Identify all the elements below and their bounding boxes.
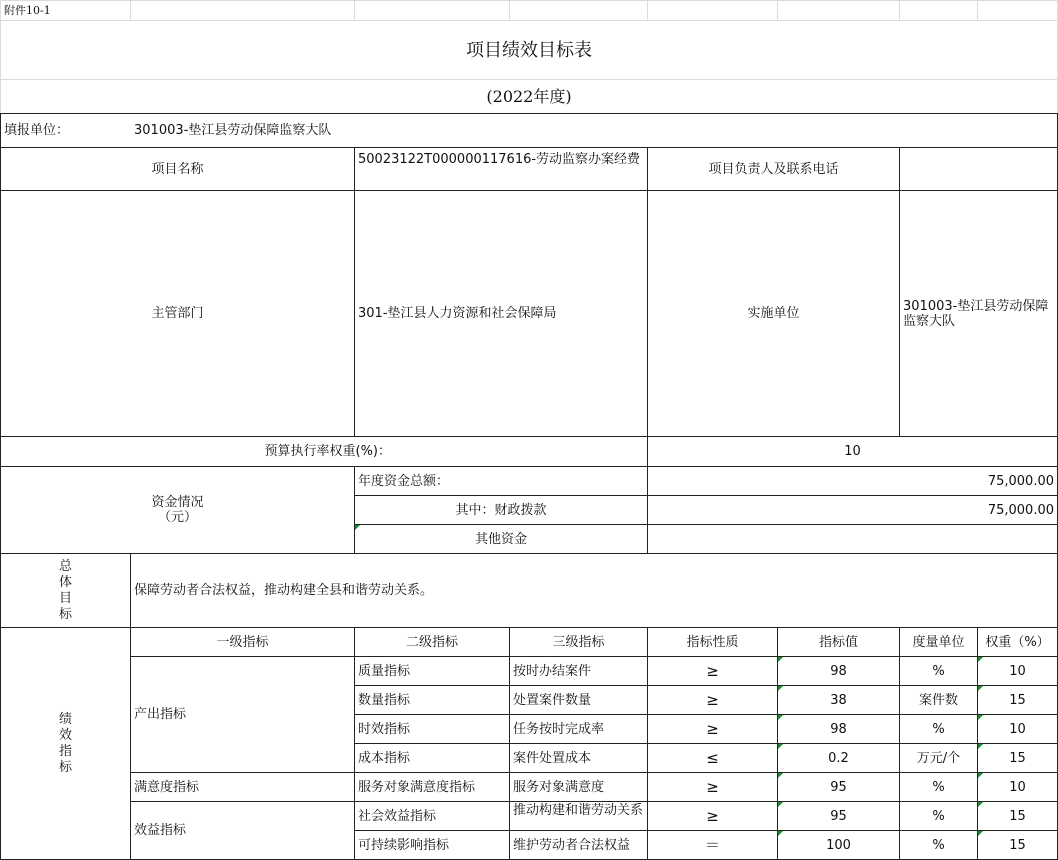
level1-satisfaction[interactable]: 满意度指标 — [134, 779, 200, 795]
unit-cell[interactable]: 万元/个 — [916, 750, 961, 766]
value-cell[interactable]: 100 — [826, 837, 851, 853]
level2-cell[interactable]: 服务对象满意度指标 — [358, 779, 476, 795]
reporting-unit-value[interactable]: 301003-垫江县劳动保障监察大队 — [134, 123, 332, 138]
nature-cell[interactable]: ≥ — [706, 690, 719, 709]
funds-fiscal-label: 其中：财政拨款 — [455, 502, 547, 518]
header-nature: 指标性质 — [686, 634, 739, 650]
weight-marker — [978, 657, 983, 662]
header-unit: 度量单位 — [912, 634, 965, 650]
value-marker — [778, 657, 783, 662]
value-cell[interactable]: 98 — [830, 721, 847, 737]
weight-cell[interactable]: 10 — [1009, 721, 1026, 737]
funds-total-value[interactable]: 75,000.00 — [987, 473, 1054, 489]
header-value: 指标值 — [818, 634, 858, 650]
year-label: (2022年度) — [486, 87, 572, 106]
perf-label: 绩效指标 — [58, 711, 72, 775]
value-cell[interactable]: 95 — [830, 779, 847, 795]
weight-cell[interactable]: 15 — [1009, 808, 1026, 824]
value-marker — [778, 831, 783, 836]
weight-cell[interactable]: 10 — [1009, 663, 1026, 679]
level2-cell[interactable]: 成本指标 — [358, 750, 411, 766]
level3-cell[interactable]: 按时办结案件 — [513, 663, 592, 679]
impl-value-text: 301003-垫江县劳动保障监察大队 — [903, 298, 1049, 329]
overall-goal-label: 总体目标 — [58, 558, 72, 622]
level2-cell[interactable]: 质量指标 — [358, 663, 411, 679]
impl-label: 实施单位 — [747, 306, 800, 321]
attachment-label: 附件10-1 — [4, 4, 51, 17]
header-level1: 一级指标 — [216, 634, 269, 650]
level1-output[interactable]: 产出指标 — [134, 707, 187, 722]
value-marker — [778, 686, 783, 691]
level3-cell[interactable]: 服务对象满意度 — [513, 779, 605, 795]
nature-cell[interactable]: ≤ — [706, 748, 719, 767]
value-cell[interactable]: 98 — [830, 663, 847, 679]
weight-cell[interactable]: 15 — [1009, 692, 1026, 708]
unit-cell[interactable]: % — [932, 808, 945, 824]
header-weight: 权重（%） — [985, 634, 1050, 650]
project-name-label: 项目名称 — [151, 161, 204, 177]
funds-label: 资金情况 （元） — [151, 495, 204, 525]
budget-rate-label: 预算执行率权重(%)： — [264, 444, 391, 459]
value-marker — [778, 715, 783, 720]
project-name-value[interactable]: 50023122T000000117616-劳动监察办案经费 — [358, 152, 641, 167]
nature-cell[interactable]: ≥ — [706, 806, 719, 825]
level3-cell[interactable]: 维护劳动者合法权益 — [513, 837, 631, 853]
level1-benefit[interactable]: 效益指标 — [134, 823, 187, 838]
level2-cell[interactable]: 数量指标 — [358, 692, 411, 708]
dept-value[interactable]: 301-垫江县人力资源和社会保障局 — [358, 306, 557, 321]
value-marker — [778, 773, 783, 778]
unit-cell[interactable]: % — [932, 837, 945, 853]
value-marker — [778, 802, 783, 807]
unit-cell[interactable]: % — [932, 721, 945, 737]
funds-other-value[interactable] — [648, 525, 1057, 553]
overall-goal-value[interactable]: 保障劳动者合法权益，推动构建全县和谐劳动关系。 — [134, 583, 434, 598]
value-cell[interactable]: 95 — [830, 808, 847, 824]
weight-cell[interactable]: 15 — [1009, 837, 1026, 853]
weight-cell[interactable]: 10 — [1009, 779, 1026, 795]
overall-goal-label-cell — [1, 554, 130, 627]
reporting-unit-label: 填报单位： — [4, 123, 70, 138]
dept-label: 主管部门 — [151, 306, 204, 321]
header-level2: 二级指标 — [405, 634, 458, 650]
nature-cell[interactable]: ≥ — [706, 719, 719, 738]
funds-fiscal-value[interactable]: 75,000.00 — [987, 502, 1054, 518]
funds-total-label: 年度资金总额： — [358, 473, 450, 489]
weight-marker — [978, 773, 983, 778]
value-marker — [778, 744, 783, 749]
weight-cell[interactable]: 15 — [1009, 750, 1026, 766]
budget-rate-value[interactable]: 10 — [844, 444, 861, 459]
unit-cell[interactable]: % — [932, 663, 945, 679]
funds-other-label: 其他资金 — [474, 531, 527, 547]
level2-cell[interactable]: 时效指标 — [358, 721, 411, 737]
page-title: 项目绩效目标表 — [466, 39, 592, 61]
level2-cell[interactable]: 可持续影响指标 — [358, 837, 450, 853]
unit-cell[interactable]: 案件数 — [918, 692, 958, 708]
unit-cell[interactable]: % — [932, 779, 945, 795]
header-level3: 三级指标 — [552, 634, 605, 650]
impl-value[interactable] — [900, 191, 1057, 436]
value-cell[interactable]: 38 — [830, 692, 847, 708]
level2-cell[interactable]: 社会效益指标 — [358, 808, 437, 824]
level3-cell[interactable]: 推动构建和谐劳动关系 — [513, 803, 644, 818]
contact-label: 项目负责人及联系电话 — [708, 161, 839, 177]
weight-marker — [978, 831, 983, 836]
nature-cell[interactable]: ≥ — [706, 777, 719, 796]
nature-cell[interactable]: ＝ — [704, 835, 720, 854]
weight-marker — [978, 715, 983, 720]
perf-label-cell — [1, 628, 130, 859]
cell-comment-marker — [355, 525, 360, 530]
level3-cell[interactable]: 案件处置成本 — [513, 750, 592, 766]
weight-marker — [978, 802, 983, 807]
value-cell[interactable]: 0.2 — [828, 750, 849, 766]
level3-cell[interactable]: 任务按时完成率 — [513, 721, 605, 737]
weight-marker — [978, 686, 983, 691]
contact-value[interactable] — [900, 148, 1057, 190]
nature-cell[interactable]: ≥ — [706, 661, 719, 680]
level3-cell[interactable]: 处置案件数量 — [513, 692, 592, 708]
weight-marker — [978, 744, 983, 749]
